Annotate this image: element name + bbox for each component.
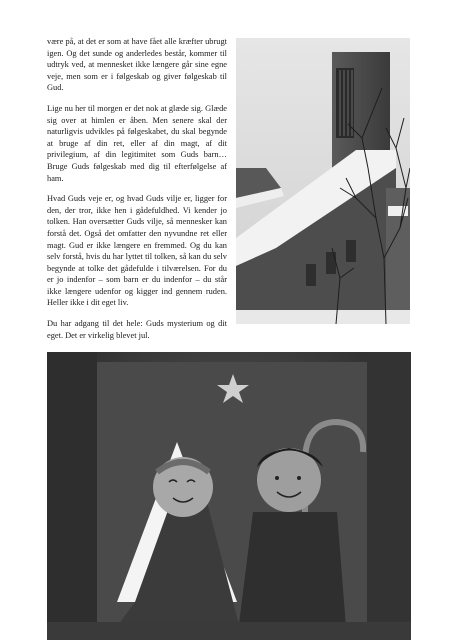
paragraph: Du har adgang til det hele: Guds mysterium og dit eget. Det er virkelig blevet jul.	[47, 319, 227, 340]
nativity-photo	[47, 352, 411, 640]
paragraph: være på, at det er som at have fået alle kræfter ubrugt igen. Og det sunde og anderledes består, kommer til udtryk ved, at mennesket ikke længere går sine egne veje, men som er i følgeskab og giver følgeskab til Gud.	[47, 37, 227, 93]
article-text	[47, 36, 227, 371]
paragraph: Hvad Guds veje er, og hvad Guds vilje er, ligger for den, der tror, ikke hen i gådefuldhed. Vi kender jo tolken. Han oversætter Guds vilje, så mennesker kan forstå det. Også det omfatter den nyvundne ret eller magt. Gud er ikke længere en fremmed. Og du kan selv forstå, hvis du har lyttet til tolken, så kan du selv begynde at tolke det gådefulde i tilværelsen. For du er jo indenfor – som barn er du indenfor – du står ikke længere udenfor og kigger ind gennem ruden. Heller ikke i dit eget liv.	[47, 194, 227, 308]
paragraph: Lige nu her til morgen er det nok at glæde sig. Glæde sig over at himlen er åben. Men senere skal der naturligvis udvikles på følgeskabet, du skal begynde at bruge af din ret, eller af din magt, af dit privilegium, af din legitimitet som Guds barn… Bruge Guds følgeskab med dig til efterfølgelse af ham.	[47, 103, 227, 183]
church-photo	[236, 38, 410, 324]
